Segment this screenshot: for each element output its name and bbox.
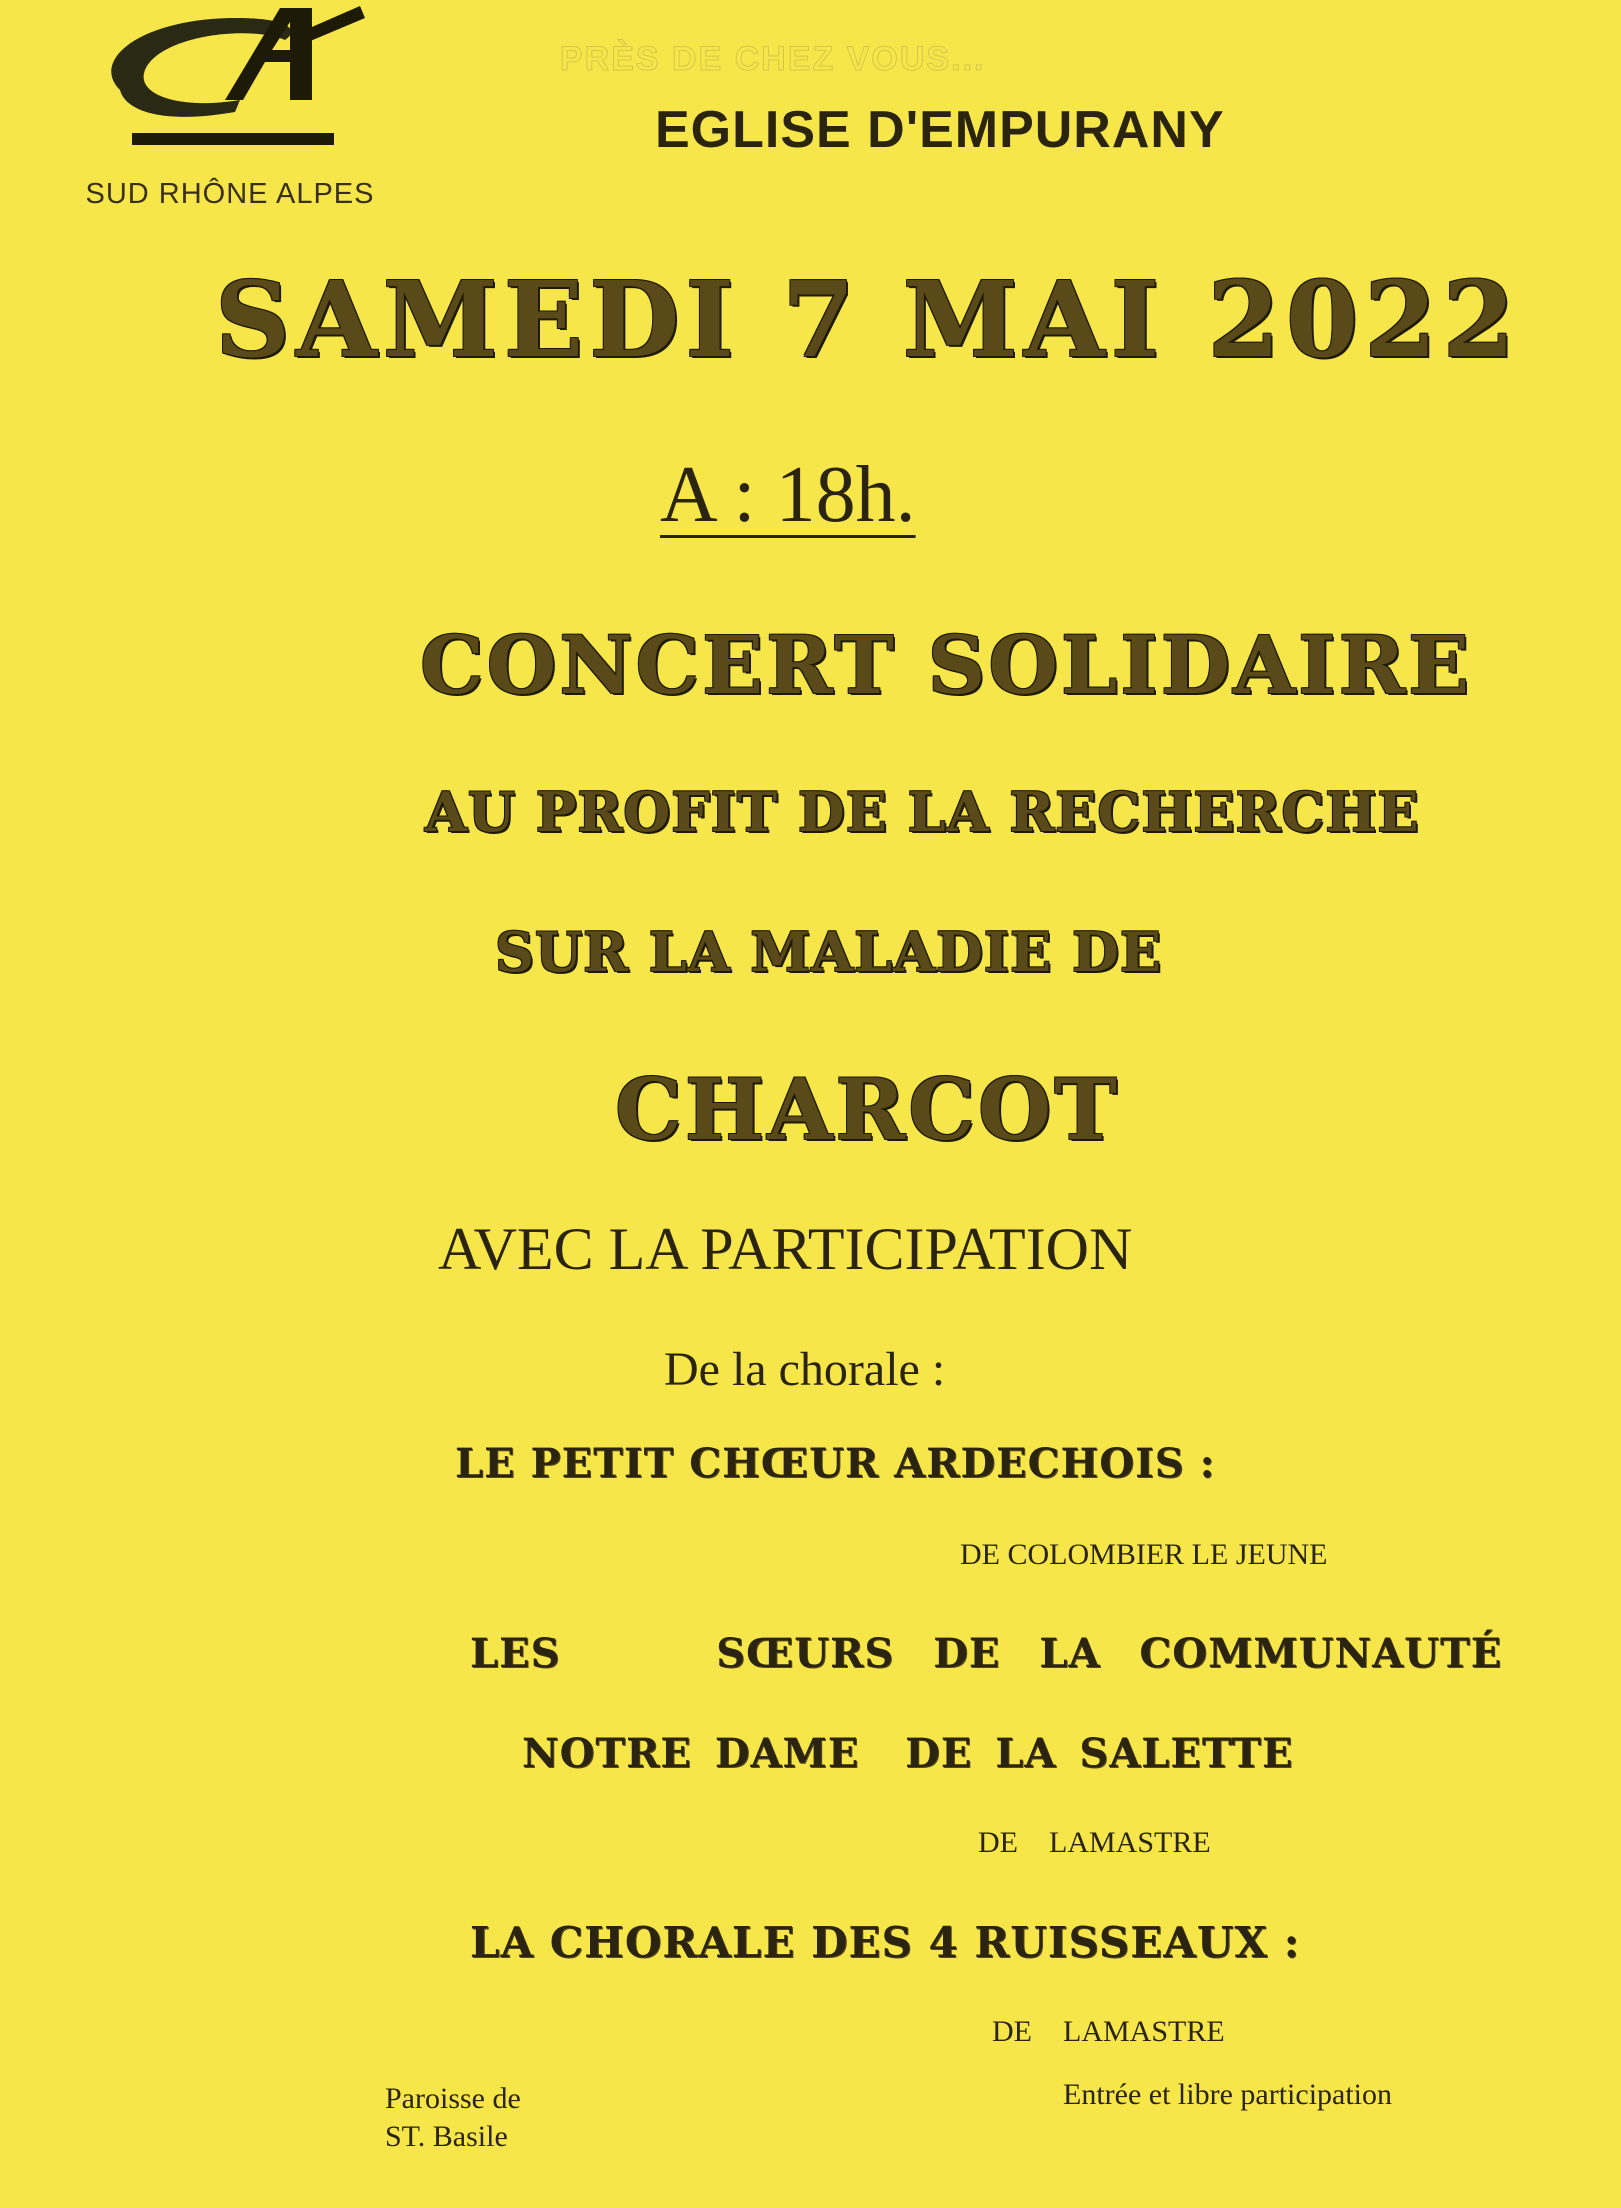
group-1-origin: DE COLOMBIER LE JEUNE bbox=[960, 1538, 1328, 1571]
group-1-name: LE PETIT CHŒUR ARDECHOIS : bbox=[455, 1440, 1216, 1487]
purpose-line-1: AU PROFIT DE LA RECHERCHE bbox=[425, 780, 1420, 844]
participation-heading: AVEC LA PARTICIPATION bbox=[438, 1216, 1133, 1282]
group-3-origin: DE LAMASTRE bbox=[992, 2015, 1225, 2048]
logo bbox=[50, 0, 410, 215]
event-date: SAMEDI 7 MAI 2022 bbox=[215, 258, 1521, 381]
chorale-intro: De la chorale : bbox=[664, 1343, 946, 1396]
event-title: CONCERT SOLIDAIRE bbox=[420, 618, 1473, 712]
parish-info bbox=[385, 2080, 605, 2156]
entry-note: Entrée et libre participation bbox=[1063, 2078, 1393, 2111]
group-2-origin: DE LAMASTRE bbox=[978, 1826, 1211, 1859]
logo-text: SUD RHÔNE ALPES bbox=[85, 178, 375, 210]
event-time: A : 18h. bbox=[660, 451, 916, 539]
parish-line-1: Paroisse de bbox=[385, 2082, 521, 2115]
stamp-text: PRÈS DE CHEZ VOUS... bbox=[560, 40, 986, 78]
purpose-line-2: SUR LA MALADIE DE bbox=[495, 920, 1163, 984]
parish-line-2: ST. Basile bbox=[385, 2120, 508, 2153]
group-2-name-line-2: NOTRE DAME DE LA SALETTE bbox=[522, 1730, 1294, 1777]
church-name: EGLISE D'EMPURANY bbox=[655, 101, 1225, 159]
ca-logo-icon bbox=[50, 0, 410, 180]
group-2-name-line-1: LES SŒURS DE LA COMMUNAUTÉ bbox=[470, 1630, 1503, 1677]
group-3-name: LA CHORALE DES 4 RUISSEAUX : bbox=[470, 1918, 1301, 1967]
disease-name: CHARCOT bbox=[615, 1060, 1120, 1159]
